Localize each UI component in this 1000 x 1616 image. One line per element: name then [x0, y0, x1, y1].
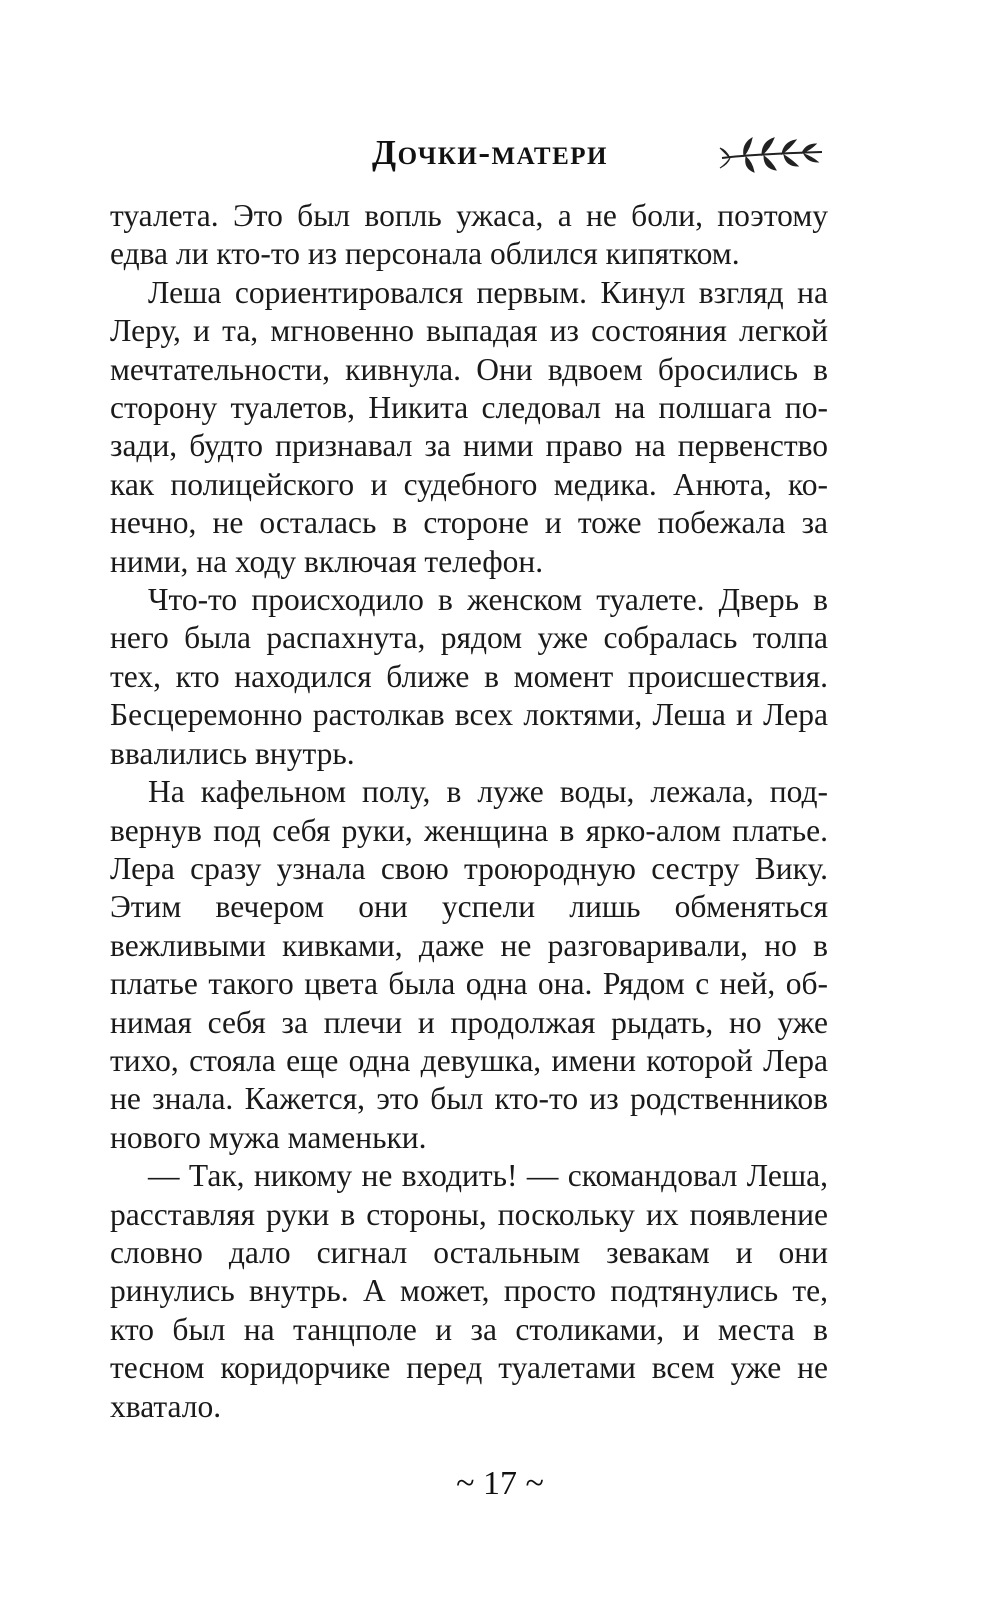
- leaf-ornament-icon: [716, 132, 828, 176]
- running-title: Дочки-матери: [372, 133, 608, 172]
- running-header: [0, 128, 1000, 188]
- paragraph: — Так, никому не входить! — скомандовал Леша, расставляя руки в стороны, поскольку их появление словно дало сигнал остальным зевакам и они ринулись внутрь. А может, просто подтянулись те, кто был на танцполе и за столиками, и места в тесном коридорчике перед туалетами всем уже не хватало.: [110, 1158, 828, 1424]
- page-number: ~ 17 ~: [456, 1465, 544, 1502]
- paragraph: Что-то происходило в женском туалете. Дверь в него была распахнута, рядом уже собралась толпа тех, кто находился ближе в момент происшествия. Бесцеремонно растолкав всех локтями, Леша и Лера ввалились внутрь.: [110, 582, 828, 771]
- body-text: [110, 197, 828, 1426]
- paragraph: туалета. Это был вопль ужаса, а не боли, поэтому едва ли кто-то из персонала облился кипятком.: [110, 198, 828, 272]
- paragraph: Леша сориентировался первым. Кинул взгляд на Леру, и та, мгновенно выпадая из состояния легкой мечтательности, кивнула. Они вдвоем бросились в сторону туалетов, Никита следовал на полшага позади, будто признавал за ними право на первенство как полицейского и судебного медика. Анюта, конечно, не осталась в стороне и тоже побежала за ними, на ходу включая телефон.: [110, 274, 828, 579]
- paragraph: На кафельном полу, в луже воды, лежала, подвернув под себя руки, женщина в ярко-алом платье. Лера сразу узнала свою троюродную сестру Вику. Этим вечером они успели лишь обменяться вежливыми кивками, даже не разговаривали, но в платье такого цвета была одна она. Рядом с ней, обнимая себя за плечи и продолжая рыдать, но уже тихо, стояла еще одна девушка, имени которой Лера не знала. Кажется, это был кто-то из родственников нового мужа маменьки.: [110, 774, 828, 1155]
